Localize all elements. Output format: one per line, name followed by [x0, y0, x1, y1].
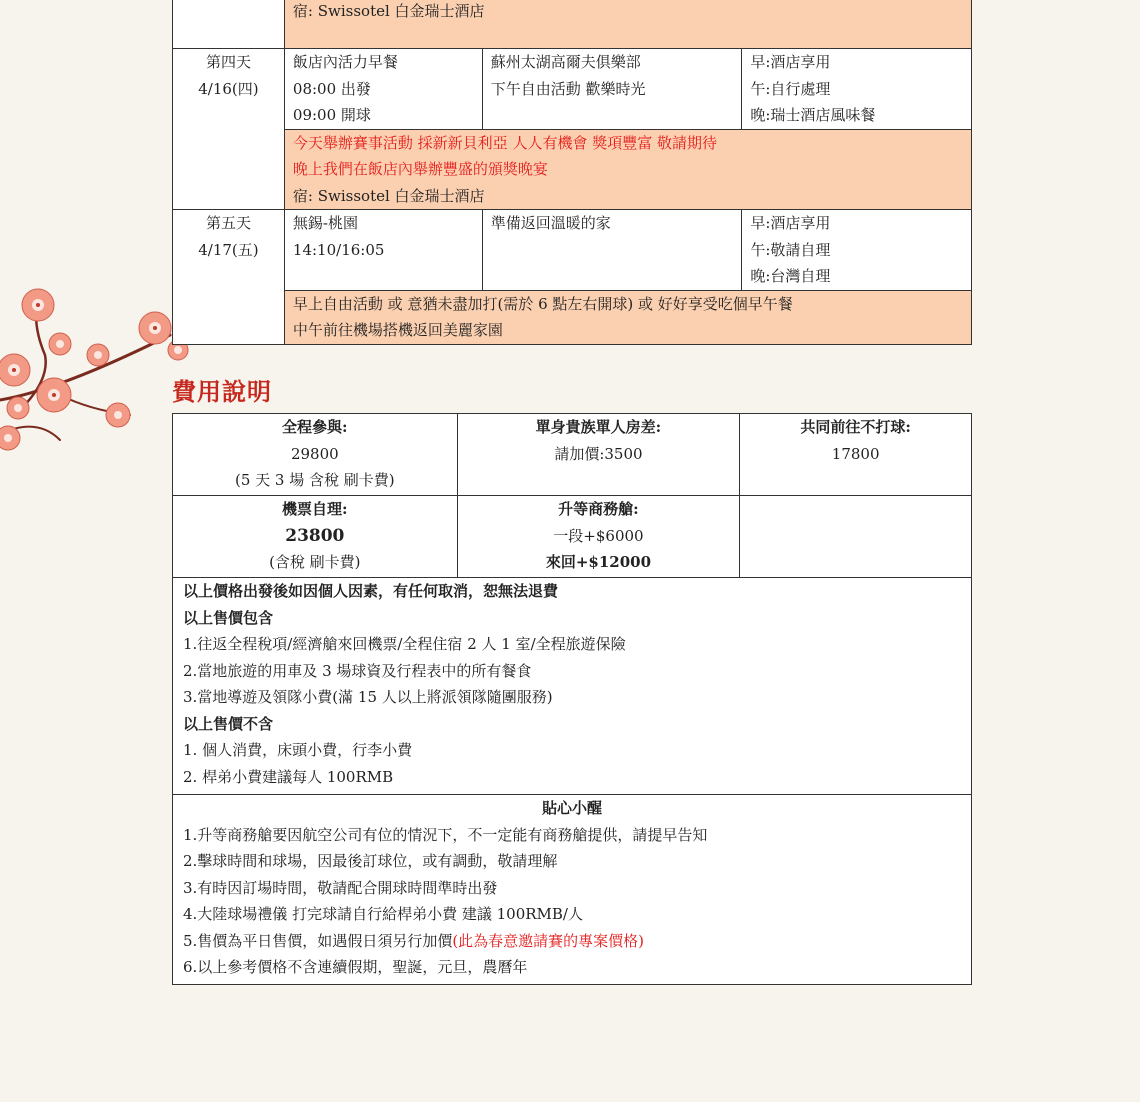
price-note: (5 天 3 場 含稅 刷卡費) [234, 471, 395, 489]
price-title: 共同前往不打球: [800, 418, 911, 436]
day-note-line: 早上自由活動 或 意猶未盡加打(需於 6 點左右開球) 或 好好享受吃個早午餐 [292, 294, 793, 313]
tip-item: 6.以上參考價格不含連續假期，聖誕，元旦，農曆年 [183, 958, 528, 976]
price-note: (含稅 刷卡費) [269, 553, 361, 571]
meal-line: 早:酒店享用 [750, 214, 831, 232]
meal-line: 午:自行處理 [750, 79, 831, 98]
tip-text: 5.售價為平日售價，如遇假日須另行加價 [183, 931, 453, 950]
full-package-cell [173, 414, 458, 496]
itinerary-table [172, 0, 972, 345]
activity-line: 蘇州太湖高爾夫俱樂部 [490, 53, 641, 71]
schedule-line: 14:10/16:05 [292, 240, 385, 259]
stay-note: 宿: Swissotel 白金瑞士酒店 [292, 2, 485, 20]
empty-cell [740, 496, 972, 578]
meal-line: 午:敬請自理 [750, 240, 831, 259]
includes-item: 1.往返全程稅項/經濟艙來回機票/全程住宿 2 人 1 室/全程旅遊保險 [183, 635, 626, 653]
tips-title: 貼心小醒 [541, 799, 602, 817]
schedule-line: 08:00 出發 [292, 79, 371, 98]
tip-item [183, 928, 961, 955]
includes-item: 2.當地旅遊的用車及 3 場球資及行程表中的所有餐食 [183, 661, 532, 680]
blossom-branch-decoration [0, 280, 200, 460]
tip-highlight: (此為春意邀請賽的專案價格) [452, 931, 645, 950]
business-upgrade-cell [457, 496, 740, 578]
price-value: 17800 [831, 444, 880, 463]
meal-line: 晚:台灣自理 [750, 267, 831, 285]
schedule-line: 無錫-桃園 [292, 214, 358, 232]
non-golfer-cell [740, 414, 972, 496]
includes-title: 以上售價包含 [183, 608, 274, 627]
day-cell-4 [173, 49, 285, 210]
no-ticket-cell [173, 496, 458, 578]
cancel-policy: 以上價格出發後如因個人因素，有任何取消，恕無法退費 [183, 582, 559, 600]
day-cell-prev [173, 0, 285, 49]
activity-line: 準備返回溫暖的家 [490, 214, 611, 232]
meal-line: 晚:瑞士酒店風味餐 [750, 106, 876, 124]
schedule-cell [284, 210, 482, 291]
activity-line: 下午自由活動 歡樂時光 [490, 79, 646, 98]
schedule-line: 09:00 開球 [292, 106, 371, 124]
tip-item: 2.擊球時間和球場，因最後訂球位，或有調動，敬請理解 [183, 852, 558, 870]
terms-cell [173, 578, 972, 795]
stay-note-prev [284, 0, 971, 49]
tip-item: 3.有時因訂場時間，敬請配合開球時間準時出發 [183, 878, 498, 897]
day5-note [284, 290, 971, 344]
schedule-line: 飯店內活力早餐 [292, 53, 398, 71]
meals-cell [742, 49, 972, 130]
price-value: 一段+$6000 [553, 526, 644, 545]
schedule-cell [284, 49, 482, 130]
excludes-item: 1. 個人消費，床頭小費，行李小費 [183, 741, 413, 759]
event-note: 今天舉辦賽事活動 採新新貝利亞 人人有機會 獎項豐富 敬請期待 [292, 133, 717, 152]
tips-cell [173, 795, 972, 985]
price-value: 請加價:3500 [554, 444, 643, 463]
day-date: 4/16(四) [198, 79, 259, 98]
event-note: 晚上我們在飯店內舉辦豐盛的頒獎晚宴 [292, 160, 548, 178]
day4-note [284, 129, 971, 210]
price-title: 單身貴族單人房差: [535, 418, 662, 436]
activity-cell [482, 49, 742, 130]
price-title: 全程參與: [282, 418, 348, 436]
price-title: 機票自理: [282, 500, 348, 518]
stay-note: 宿: Swissotel 白金瑞士酒店 [292, 186, 485, 205]
meal-line: 早:酒店享用 [750, 53, 831, 71]
day-date: 4/17(五) [198, 240, 259, 259]
single-supplement-cell [457, 414, 740, 496]
price-value: 29800 [290, 444, 339, 463]
price-value: 來回+$12000 [545, 553, 652, 571]
section-title: 費用說明 [172, 378, 272, 406]
price-title: 升等商務艙: [558, 500, 639, 518]
excludes-title: 以上售價不含 [183, 714, 274, 733]
activity-cell [482, 210, 742, 291]
day-cell-5 [173, 210, 285, 345]
day-label: 第四天 [205, 53, 251, 71]
includes-item: 3.當地導遊及領隊小費(滿 15 人以上將派領隊隨團服務) [183, 688, 553, 706]
meals-cell [742, 210, 972, 291]
day-note-line: 中午前往機場搭機返回美麗家園 [292, 321, 503, 339]
excludes-item: 2. 桿弟小費建議每人 100RMB [183, 767, 394, 786]
price-value: 23800 [285, 525, 345, 546]
tip-item: 4.大陸球場禮儀 打完球請自行給桿弟小費 建議 100RMB/人 [183, 905, 583, 923]
tip-item: 1.升等商務艙要因航空公司有位的情況下，不一定能有商務艙提供，請提早告知 [183, 825, 708, 844]
day-label: 第五天 [205, 214, 251, 232]
fees-table [172, 413, 972, 985]
